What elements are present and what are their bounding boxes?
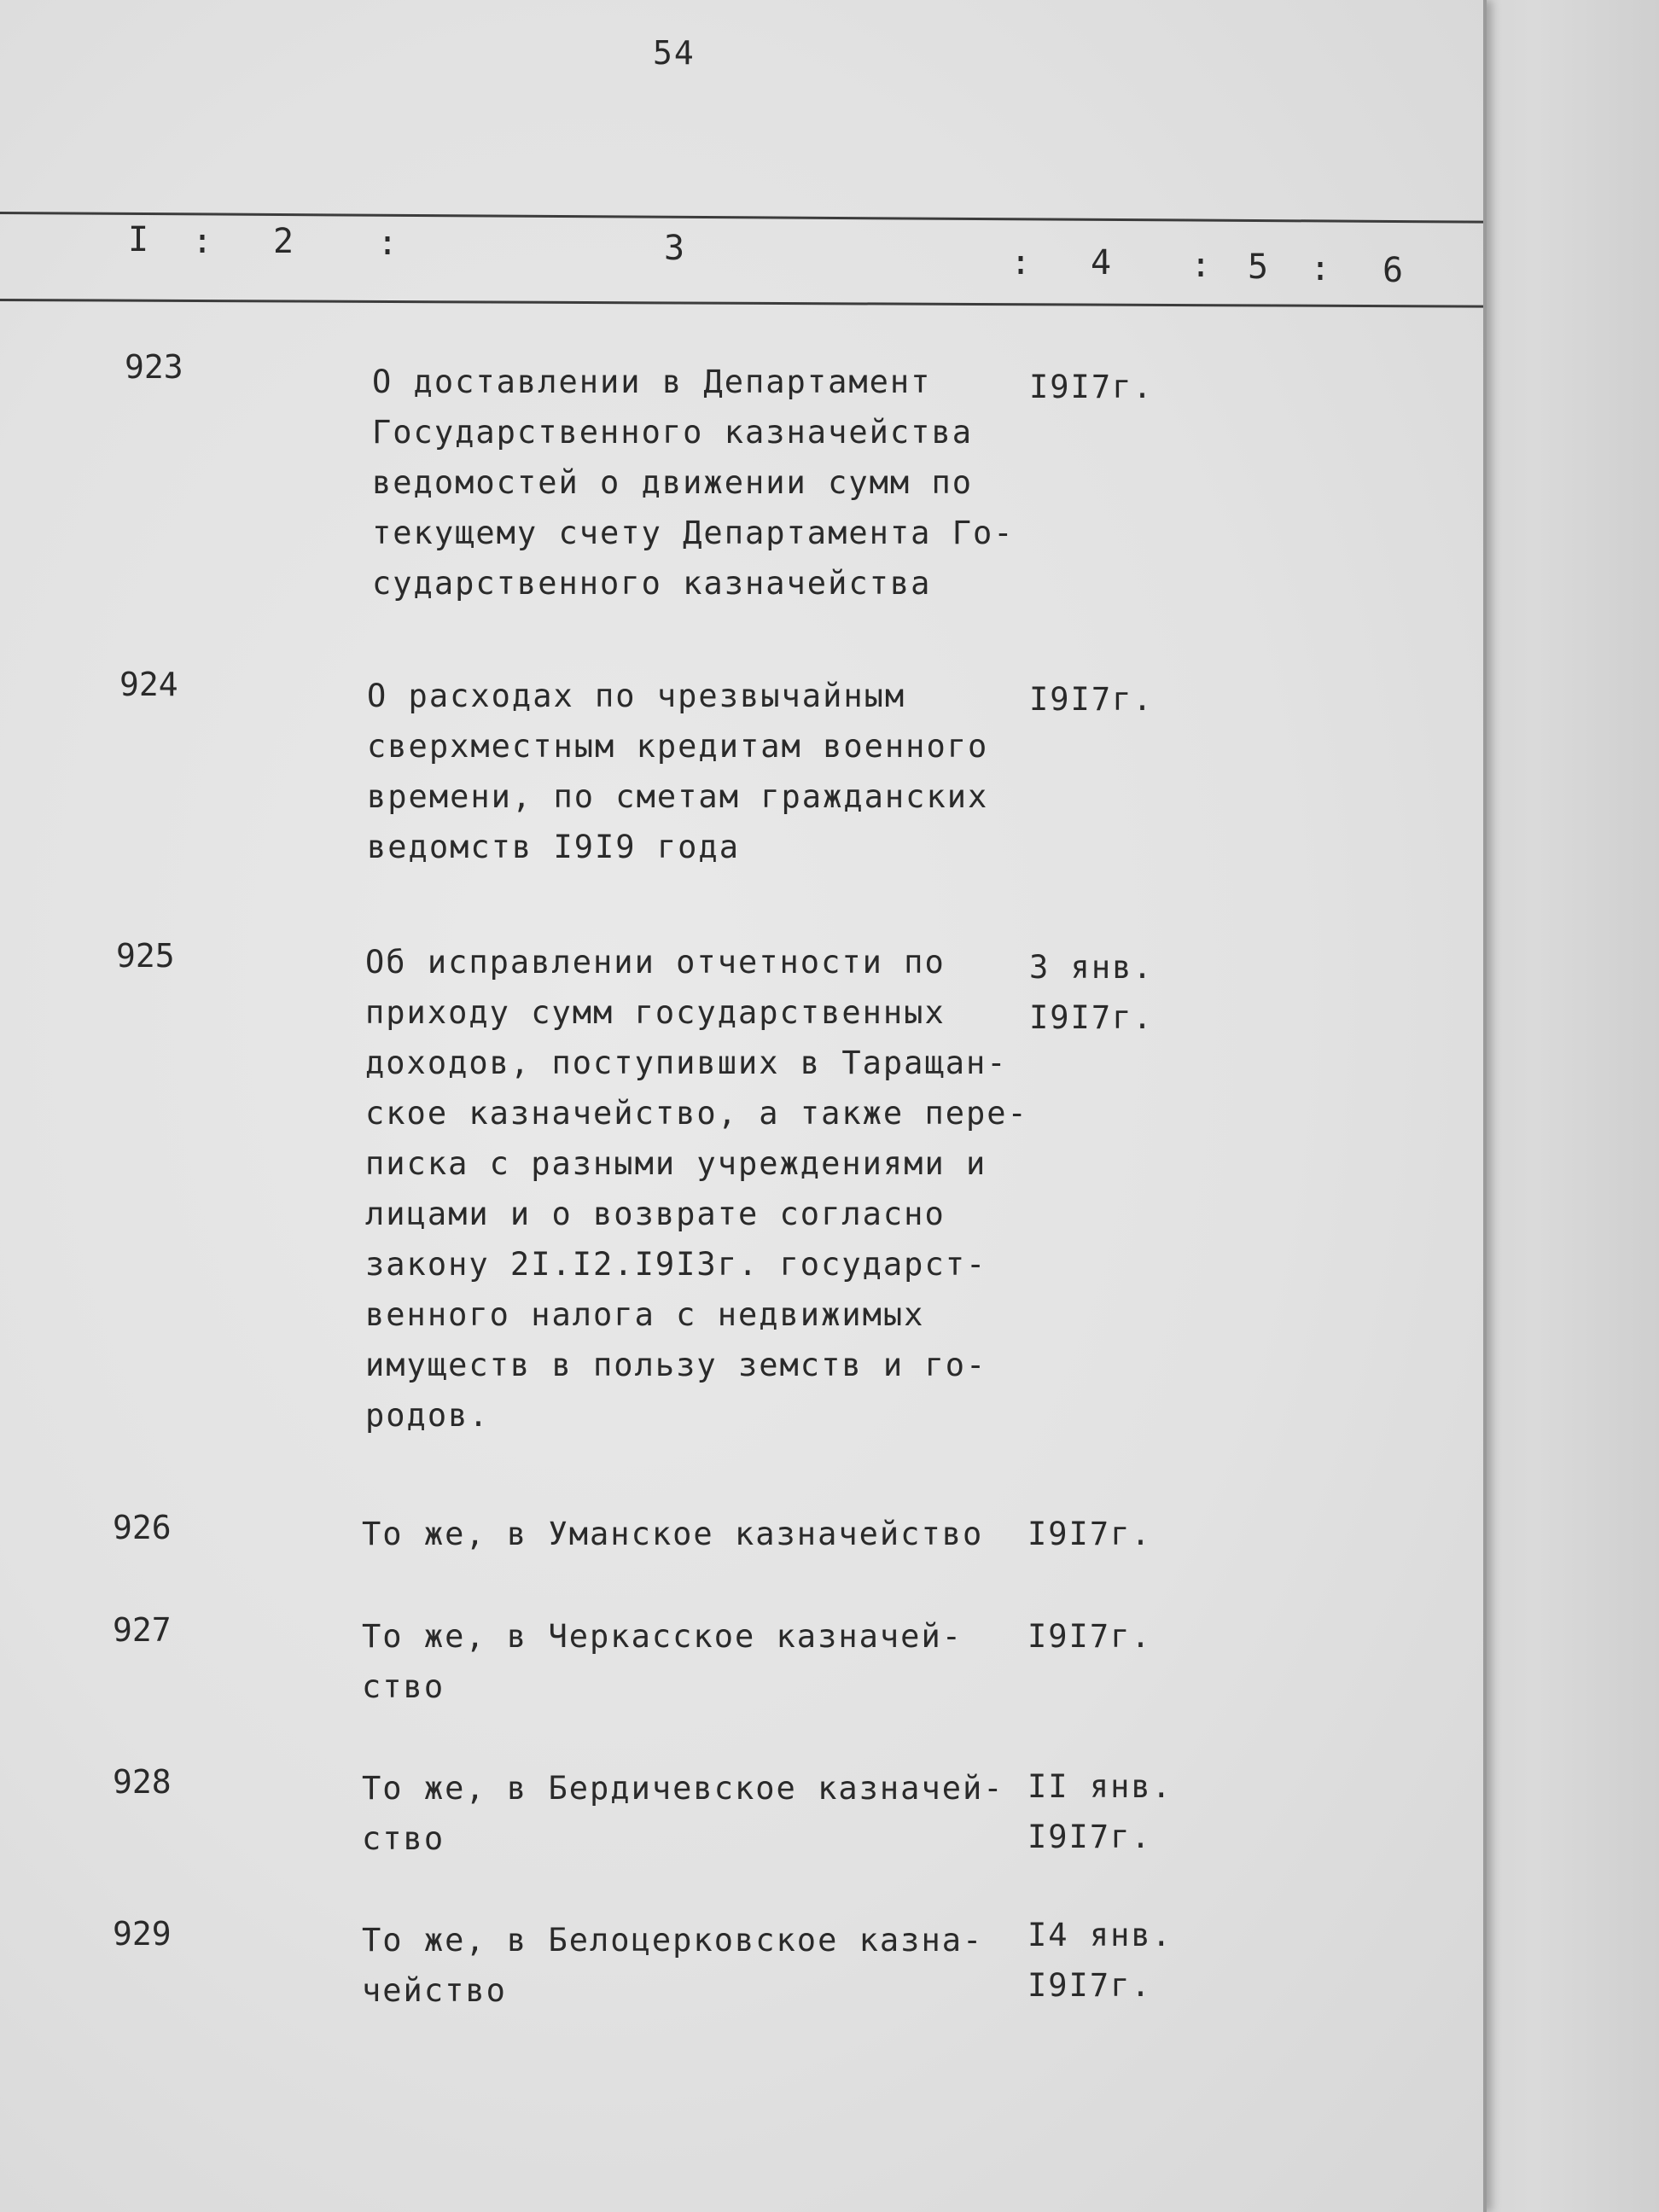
column-separator: :: [1190, 246, 1212, 285]
entry-date: I9I7г.: [1027, 1618, 1152, 1655]
entry-description: Об исправлении отчетности по приходу сумм государственных доходов, поступивших в Таращан- ское казначейство, а также пере- писка с разными учреждениями и лицами и о возврате согласно закону 2I.I2.I9I3г. государст- венного налога с недвижимых имуществ в пользу земств и го- родов.: [365, 944, 1028, 1434]
entry-description: То же, в Черкасское казначей- ство: [362, 1618, 963, 1705]
entry-date: I4 янв. I9I7г.: [1027, 1917, 1173, 2004]
entry-date: I9I7г.: [1029, 681, 1154, 718]
column-separator: :: [1310, 249, 1331, 288]
entry-description: То же, в Уманское казначейство: [362, 1516, 984, 1552]
column-separator: :: [377, 224, 399, 263]
column-header-5: 5: [1248, 247, 1269, 287]
entry-number: 929: [113, 1915, 172, 1953]
page-number: 54: [653, 34, 696, 72]
entry-number: 927: [113, 1611, 172, 1649]
entry-number: 926: [113, 1509, 172, 1546]
entry-date: II янв. I9I7г.: [1027, 1768, 1173, 1855]
column-header-2: 2: [273, 222, 294, 261]
entry-date: I9I7г.: [1029, 369, 1154, 405]
column-header-6: 6: [1382, 251, 1404, 290]
column-header-1: I: [128, 220, 149, 259]
entry-description: О расходах по чрезвычайным сверхместным кредитам военного времени, по сметам гражданских ведомств I9I9 года: [367, 678, 989, 865]
column-header-4: 4: [1091, 243, 1112, 282]
header-top-rule: [0, 212, 1485, 224]
entry-number: 923: [125, 348, 183, 386]
column-header-3: 3: [664, 229, 685, 268]
entry-description: То же, в Белоцерковское казна- чейство: [362, 1922, 984, 2009]
entry-description: О доставлении в Департамент Государственного казначейства ведомостей о движении сумм по текущему счету Департамента Го- сударственного казначейства: [372, 364, 1015, 602]
column-separator: :: [1010, 243, 1032, 282]
entry-description: То же, в Бердичевское казначей- ство: [362, 1770, 1004, 1857]
entry-number: 925: [116, 937, 175, 975]
page-edge: [1483, 0, 1487, 2212]
entry-number: 928: [113, 1763, 172, 1801]
entry-number: 924: [119, 666, 178, 703]
entry-date: 3 янв. I9I7г.: [1029, 949, 1154, 1036]
entry-date: I9I7г.: [1027, 1516, 1152, 1552]
header-bottom-rule: [0, 299, 1485, 308]
column-separator: :: [192, 222, 213, 261]
